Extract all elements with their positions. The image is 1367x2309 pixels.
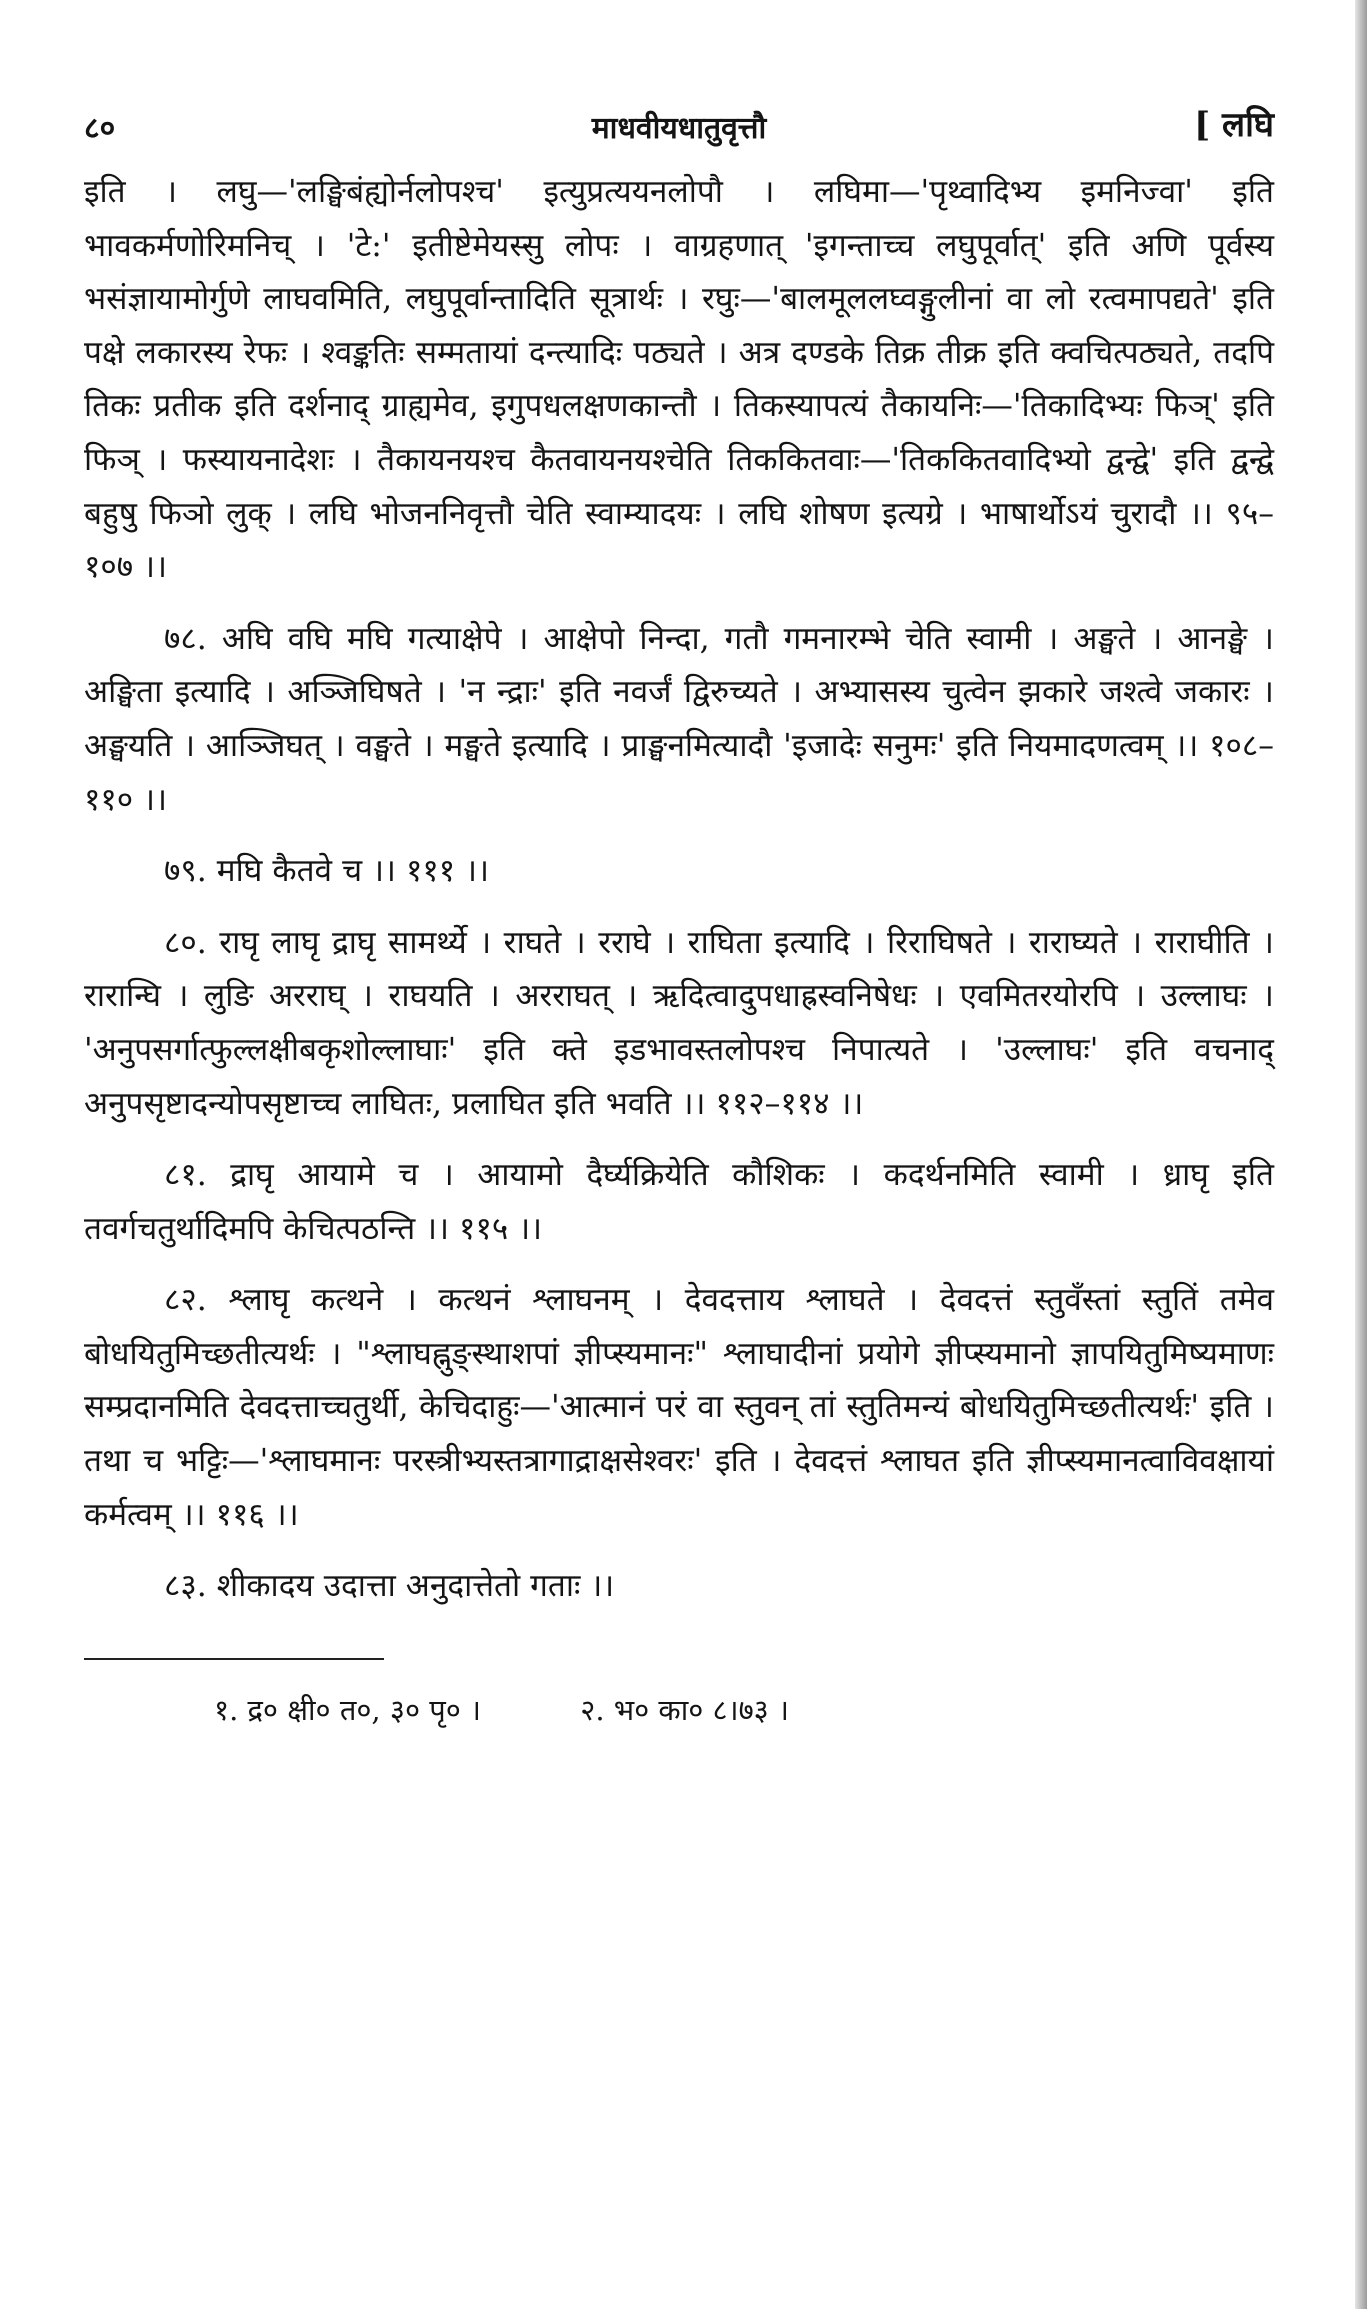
paragraph-continuation: इति । लघु—'लङ्घिबंह्योर्नलोपश्च' इत्युप्रत्ययनलोपौ । लघिमा—'पृथ्वादिभ्य इमनिज्वा' इति भावकर्मणोरिमनिच् । 'टे:' इतीष्टेमेयस्सु लोपः । वाग्रहणात् 'इगन्ताच्च लघुपूर्वात्' इति अणि पूर्वस्य भसंज्ञायामोर्गुणे लाघवमिति, लघुपूर्वान्तादिति सूत्रार्थः । रघुः—'बालमूललघ्वङ्गुलीनां वा लो रत्वमापद्यते' इति पक्षे लकारस्य रेफः । श्वङ्कतिः सम्मतायां दन्त्यादिः पठ्यते । अत्र दण्डके तिक्र तीक्र इति क्वचित्पठ्यते, तदपि तिकः प्रतीक इति दर्शनाद् ग्राह्यमेव, इगुपधलक्षणकान्तौ । तिकस्यापत्यं तैकायनिः—'तिकादिभ्यः फिञ्' इति फिञ् । फस्यायनादेशः । तैकायनयश्च कैतवायनयश्चेति तिककितवाः—'तिककितवादिभ्यो द्वन्द्वे' इति द्वन्द्वे बहुषु फिञो लुक् । लघि भोजननिवृत्तौ चेति स्वाम्यादयः । लघि शोषण इत्यग्रे । भाषार्थोऽयं चुरादौ ।। ९५–१०७ ।। — [84, 174, 1274, 586]
page-edge — [1355, 0, 1367, 2309]
footnote-rule — [84, 1658, 384, 1660]
paragraph-entry-83: ८३. शीकादय उदात्ता अनुदात्तेतो गताः ।। — [164, 1568, 615, 1605]
paragraph-entry-78: ७८. अघि वघि मघि गत्याक्षेपे । आक्षेपो निन्दा, गतौ गमनारम्भे चेति स्वामी । अङ्घते । आनङ्घे । अङ्घिता इत्यादि । अञ्जिघिषते । 'न न्द्राः' इति नवर्जं द्विरुच्यते । अभ्यासस्य चुत्वेन झकारे जश्त्वे जकारः । अङ्घयति । आञ्जिघत् । वङ्घते । मङ्घते इत्यादि । प्राङ्घनमित्यादौ 'इजादेः सनुमः' इति नियमादणत्वम् ।। १०८–११० ।। — [84, 620, 1274, 818]
running-head — [84, 100, 1274, 156]
paragraph-entry-80: ८०. राघृ लाघृ द्राघृ सामर्थ्ये । राघते । रराघे । राघिता इत्यादि । रिराघिषते । राराघ्यते । राराघीति । रारान्घि । लुङि अरराघ् । राघयति । अरराघत् । ऋदित्वादुपधाह्रस्वनिषेधः । एवमितरयोरपि । उल्लाघः । 'अनुपसर्गात्फुल्लक्षीबकृशोल्लाघाः' इति क्ते इडभावस्तलोपश्च निपात्यते । 'उल्लाघः' इति वचनाद् अनुपसृष्टादन्योपसृष्टाच्च लाघितः, प्रलाघित इति भवति ।। ११२–११४ ।। — [84, 924, 1274, 1122]
running-key-root: [ लघि — [1194, 105, 1274, 145]
footnotes — [84, 1690, 1274, 1729]
paragraph-entry-82: ८२. श्लाघृ कत्थने । कत्थनं श्लाघनम् । देवदत्ताय श्लाघते । देवदत्तं स्तुवँस्तां स्तुतिं तमेव बोधयितुमिच्छतीत्यर्थः । "श्लाघह्नुङ्स्थाशपां ज्ञीप्स्यमानः" श्लाघादीनां प्रयोगे ज्ञीप्स्यमानो ज्ञापयितुमिष्यमाणः सम्प्रदानमिति देवदत्ताच्चतुर्थी, केचिदाहुः—'आत्मानं परं वा स्तुवन् तां स्तुतिमन्यं बोधयितुमिच्छतीत्यर्थः' इति । तथा च भट्टिः—'श्लाघमानः परस्त्रीभ्यस्तत्रागाद्राक्षसेश्वरः' इति । देवदत्तं श्लाघत इति ज्ञीप्स्यमानत्वाविवक्षायां कर्मत्वम् ।। ११६ ।। — [84, 1282, 1274, 1533]
page-number: ८० — [84, 111, 116, 146]
paragraph-entry-79: ७९. मघि कैतवे च ।। १११ ।। — [164, 853, 490, 890]
book-page — [84, 100, 1274, 1729]
footnote-1: १. द्र० क्षी० त०, ३० पृ० । — [214, 1692, 482, 1727]
running-title: माधवीयधातुवृत्तौ — [591, 111, 767, 146]
footnote-2: २. भ० का० ८।७३ । — [580, 1692, 789, 1727]
paragraph-entry-81: ८१. द्राघृ आयामे च । आयामो दैर्घ्यक्रियेति कौशिकः । कदर्थनमिति स्वामी । ध्राघृ इति तवर्गचतुर्थादिमपि केचित्पठन्ति ।। ११५ ।। — [84, 1157, 1274, 1247]
page-body — [84, 166, 1274, 1614]
